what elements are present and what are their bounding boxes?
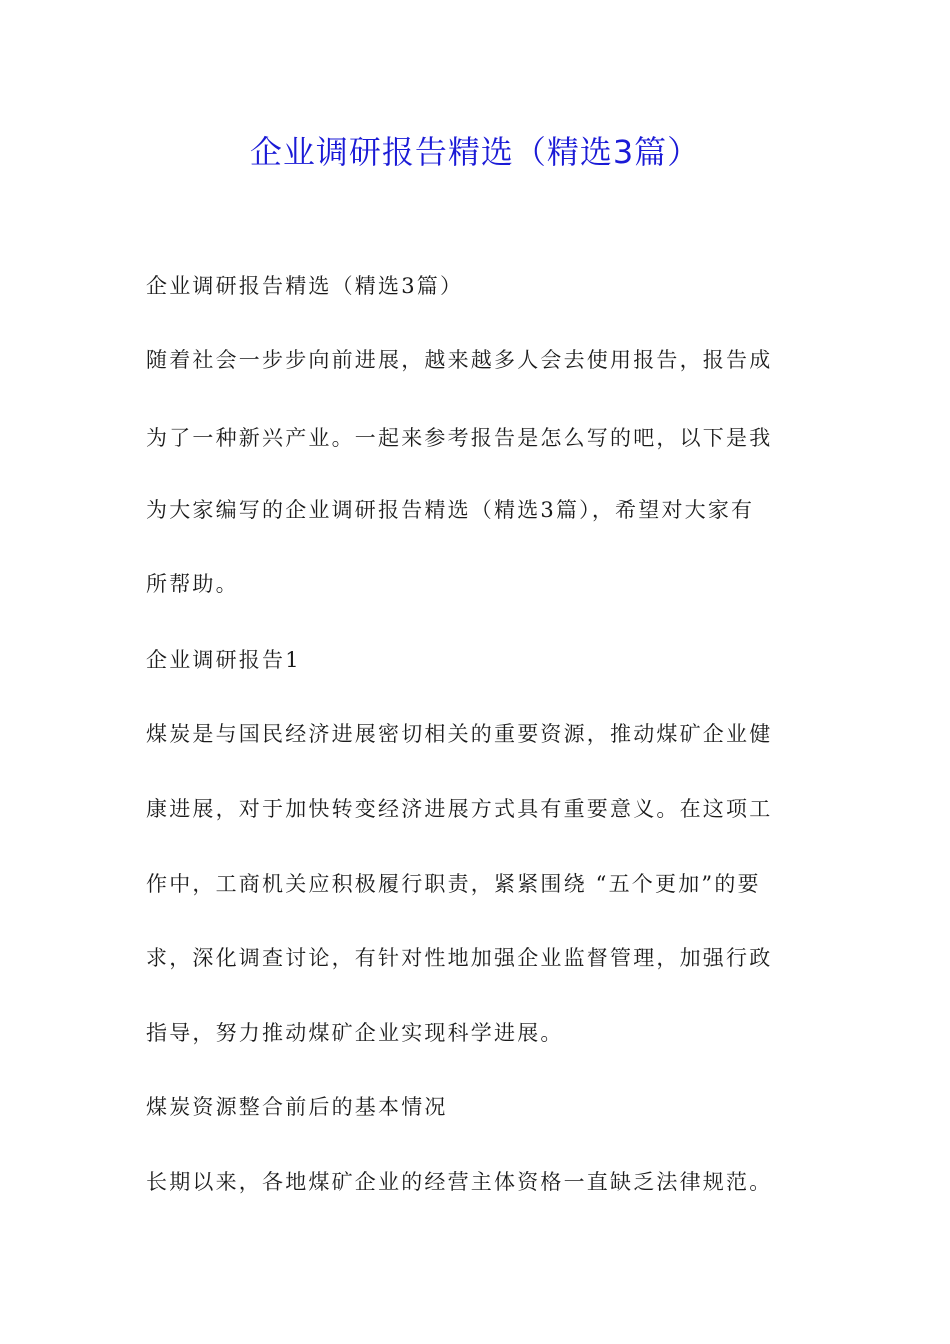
paragraph-line: 作中，工商机关应积极履行职责，紧紧围绕 “五个更加”的要 [146, 872, 761, 896]
paragraph-line: 长期以来，各地煤矿企业的经营主体资格一直缺乏法律规范。 [146, 1170, 773, 1194]
paragraph-line: 为大家编写的企业调研报告精选（精选3篇），希望对大家有 [146, 498, 755, 522]
paragraph-line: 随着社会一步步向前进展，越来越多人会去使用报告，报告成 [146, 348, 773, 372]
paragraph-line: 康进展，对于加快转变经济进展方式具有重要意义。在这项工 [146, 797, 773, 821]
paragraph-line: 求，深化调查讨论，有针对性地加强企业监督管理，加强行政 [146, 946, 773, 970]
paragraph-line: 所帮助。 [146, 572, 239, 596]
section-heading: 企业调研报告1 [146, 648, 301, 672]
paragraph-line: 为了一种新兴产业。一起来参考报告是怎么写的吧，以下是我 [146, 426, 773, 450]
paragraph-line: 指导，努力推动煤矿企业实现科学进展。 [146, 1021, 564, 1045]
section-heading: 煤炭资源整合前后的基本情况 [146, 1095, 448, 1119]
subtitle-line: 企业调研报告精选（精选3篇） [146, 274, 464, 298]
paragraph-line: 煤炭是与国民经济进展密切相关的重要资源，推动煤矿企业健 [146, 722, 773, 746]
document-title: 企业调研报告精选（精选3篇） [249, 133, 701, 171]
